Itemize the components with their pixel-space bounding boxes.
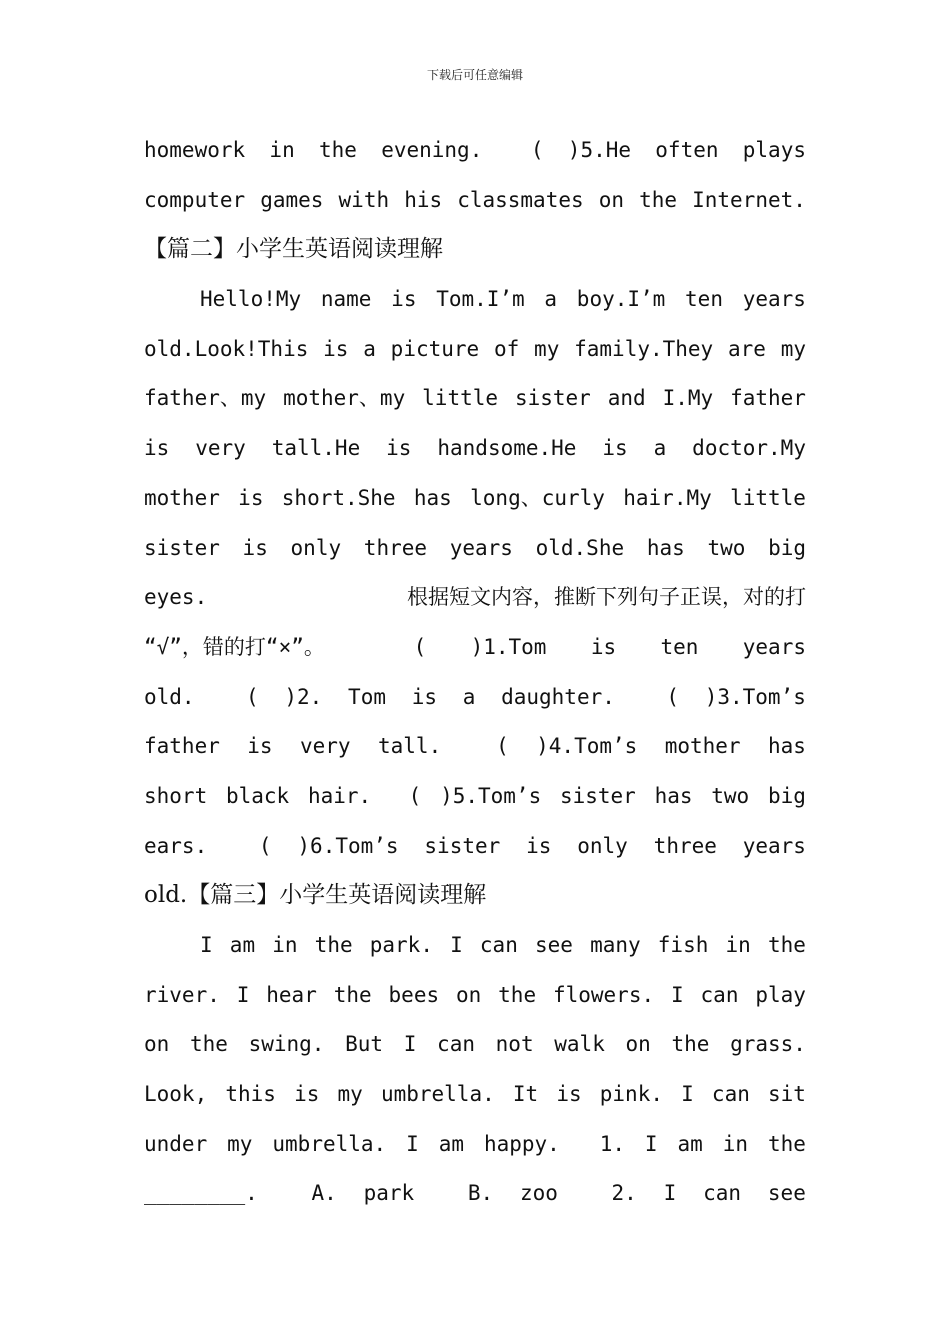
word: is <box>590 634 617 659</box>
word: is <box>411 684 437 709</box>
word: very <box>300 734 351 759</box>
text-line <box>144 573 806 623</box>
word: But <box>345 1032 384 1057</box>
word: zoo <box>519 1181 558 1206</box>
word: park <box>363 1181 415 1206</box>
word: )6.Tom’s <box>297 833 399 858</box>
word: eyes. <box>144 585 208 610</box>
word: old.Look!This <box>144 336 309 361</box>
word: 2. <box>611 1181 637 1206</box>
word: Hello!My <box>200 287 302 312</box>
text-line <box>144 325 806 375</box>
word: very <box>195 436 246 461</box>
document-body <box>144 126 806 1219</box>
word: on <box>144 1032 170 1057</box>
word: in <box>269 138 295 162</box>
word: the <box>314 933 353 957</box>
word: river. <box>144 982 220 1007</box>
word: old.She <box>535 535 625 560</box>
word: “√”，错的打“×”。 <box>144 634 325 659</box>
word: has <box>768 734 806 759</box>
word: I <box>644 1131 658 1156</box>
word: Internet. <box>692 187 806 212</box>
text-line <box>144 623 806 673</box>
word: often <box>655 138 719 162</box>
word: can <box>703 1181 742 1206</box>
word: big <box>767 783 806 808</box>
word: ( <box>408 783 422 808</box>
word: hair. <box>307 783 372 808</box>
word: grass. <box>730 1032 806 1057</box>
word: the <box>767 933 806 957</box>
word: )2. <box>284 684 323 709</box>
page-header: 下载后可任意编辑 <box>426 68 523 82</box>
word: sister <box>144 535 220 560</box>
word: three <box>363 535 428 560</box>
word: the <box>498 982 537 1007</box>
word: is <box>556 1082 582 1107</box>
word: handsome.He <box>437 436 577 461</box>
text-line <box>144 822 806 872</box>
word: I <box>236 982 250 1007</box>
word: am <box>438 1131 465 1156</box>
text-line <box>144 921 806 971</box>
word: ( <box>258 833 272 858</box>
word: many <box>590 933 641 957</box>
word: happy. <box>483 1131 560 1156</box>
word: black <box>225 783 290 808</box>
word: little <box>422 386 499 411</box>
word: father <box>730 386 806 411</box>
word: I.My <box>662 386 714 411</box>
word: my <box>534 336 560 361</box>
word: big <box>768 535 806 560</box>
word: years <box>449 535 513 560</box>
word: in <box>272 933 298 957</box>
word: am <box>677 1131 703 1156</box>
word: mother、my <box>283 386 406 411</box>
word: a <box>653 436 667 461</box>
word: family.They <box>574 336 714 361</box>
word: I <box>671 982 684 1007</box>
word: It <box>512 1082 539 1107</box>
word: park. <box>369 933 433 957</box>
word: old. <box>144 684 195 709</box>
word: bees <box>388 982 440 1007</box>
word: only <box>290 535 342 560</box>
word: ( <box>246 684 259 709</box>
word: sister <box>424 833 501 858</box>
word: not <box>495 1032 534 1057</box>
word: the <box>671 1032 710 1057</box>
word: ( <box>666 684 679 709</box>
word: has <box>413 485 452 510</box>
word: can <box>711 1082 750 1107</box>
text-line <box>144 424 806 474</box>
word: sit <box>768 1082 806 1107</box>
text-line <box>144 1120 806 1170</box>
word: hair.My <box>623 485 712 510</box>
text-line <box>144 772 806 822</box>
word: short <box>144 783 208 808</box>
word: )5.He <box>567 138 632 162</box>
word: my <box>227 1131 253 1156</box>
word: name <box>320 287 372 312</box>
text-line <box>144 971 806 1021</box>
word: is <box>144 436 170 461</box>
word: on <box>598 187 625 212</box>
word: in <box>725 933 751 957</box>
word: two <box>707 535 746 560</box>
word: ( <box>530 138 544 162</box>
word: daughter. <box>501 684 615 709</box>
word: long、curly <box>470 485 605 510</box>
word: 1. <box>599 1131 625 1156</box>
word: umbrella. <box>272 1131 387 1156</box>
word: I <box>450 933 463 957</box>
word: is <box>247 734 273 759</box>
word: can <box>437 1032 475 1057</box>
word: tall. <box>378 734 442 759</box>
text-line <box>144 1070 806 1120</box>
word: classmates <box>457 187 584 212</box>
word: A. <box>311 1181 337 1206</box>
text-line <box>144 524 806 574</box>
word: hear <box>266 982 317 1007</box>
word: has <box>646 535 685 560</box>
word: umbrella. <box>380 1082 495 1107</box>
section-heading: 【篇二】小学生英语阅读理解 <box>144 236 443 263</box>
word: see <box>534 933 573 957</box>
word: I <box>200 933 213 957</box>
word: my <box>337 1082 363 1107</box>
word: is <box>294 1082 320 1107</box>
word: this <box>225 1082 276 1107</box>
word: father <box>144 734 220 759</box>
text-line <box>144 126 806 176</box>
text-line <box>144 374 806 424</box>
text-line <box>144 722 806 772</box>
word: is <box>323 336 349 361</box>
word: play <box>755 982 806 1007</box>
word: is <box>391 287 417 312</box>
word: I <box>681 1082 694 1107</box>
word: a <box>363 336 376 361</box>
word: ears. <box>144 833 208 858</box>
word: tall.He <box>271 436 361 461</box>
word: can <box>700 982 739 1007</box>
word: short.She <box>281 485 396 510</box>
word: B. <box>467 1181 494 1206</box>
word: is <box>242 535 268 560</box>
word: little <box>730 485 806 510</box>
word: a <box>544 287 558 312</box>
word: picture <box>390 336 480 361</box>
word: mother <box>664 734 741 759</box>
word: Tom.I’m <box>436 287 525 312</box>
word: the <box>333 982 372 1007</box>
word: I <box>403 1032 417 1057</box>
word: see <box>767 1181 806 1206</box>
word: years <box>742 287 806 312</box>
word: and <box>607 386 646 411</box>
word: ________. <box>144 1181 258 1206</box>
word: only <box>577 833 628 858</box>
word: mother <box>144 485 220 510</box>
word: fish <box>657 933 709 957</box>
word: )1.Tom <box>470 634 547 659</box>
word: father、my <box>144 386 267 411</box>
word: computer <box>144 187 246 212</box>
word: )5.Tom’s <box>440 783 542 808</box>
word: has <box>654 783 693 808</box>
word: are <box>727 336 766 361</box>
word: am <box>229 933 256 957</box>
word: the <box>639 187 678 212</box>
word: on <box>625 1032 651 1057</box>
text-line <box>144 275 806 325</box>
word: on <box>455 982 482 1007</box>
word: my <box>780 336 806 361</box>
word: pink. <box>599 1082 663 1107</box>
word: can <box>479 933 518 957</box>
word: his <box>404 187 443 212</box>
word: games <box>260 187 324 212</box>
word: ( <box>413 634 427 659</box>
text-line <box>144 474 806 524</box>
section-heading: old.【篇三】小学生英语阅读理解 <box>144 882 487 909</box>
word: )3.Tom’s <box>704 684 806 709</box>
word: is <box>386 436 412 461</box>
word: a <box>462 684 476 709</box>
word: I <box>406 1131 419 1156</box>
word: Look, <box>144 1082 208 1107</box>
word: with <box>338 187 390 212</box>
text-line <box>144 673 806 723</box>
word: three <box>653 833 717 858</box>
word: the <box>189 1032 228 1057</box>
word: years <box>742 634 806 659</box>
word: plays <box>742 138 806 162</box>
word: swing. <box>248 1032 325 1057</box>
word: boy.I’m <box>576 287 666 312</box>
word: of <box>493 336 520 361</box>
word: two <box>711 783 750 808</box>
word: is <box>602 436 628 461</box>
word: is <box>238 485 264 510</box>
text-line <box>144 176 806 226</box>
word: sister <box>514 386 591 411</box>
word: the <box>767 1131 806 1156</box>
word: walk <box>554 1032 605 1057</box>
word: under <box>144 1131 208 1156</box>
word: homework <box>144 138 246 162</box>
word: in <box>722 1131 749 1156</box>
word: Tom <box>348 684 386 709</box>
word: is <box>526 833 552 858</box>
text-line <box>144 1169 806 1219</box>
word: ( <box>496 734 509 759</box>
word: years <box>742 833 806 858</box>
word: ten <box>685 287 723 312</box>
word: 根据短文内容，推断下列句子正误，对的打 <box>407 585 806 610</box>
word: )4.Tom’s <box>536 734 638 759</box>
word: the <box>318 138 357 162</box>
word: sister <box>559 783 636 808</box>
word: ten <box>660 634 699 659</box>
word: evening. <box>381 138 483 162</box>
text-line <box>144 1020 806 1070</box>
word: I <box>663 1181 677 1206</box>
word: flowers. <box>552 982 655 1007</box>
word: doctor.My <box>692 436 806 461</box>
